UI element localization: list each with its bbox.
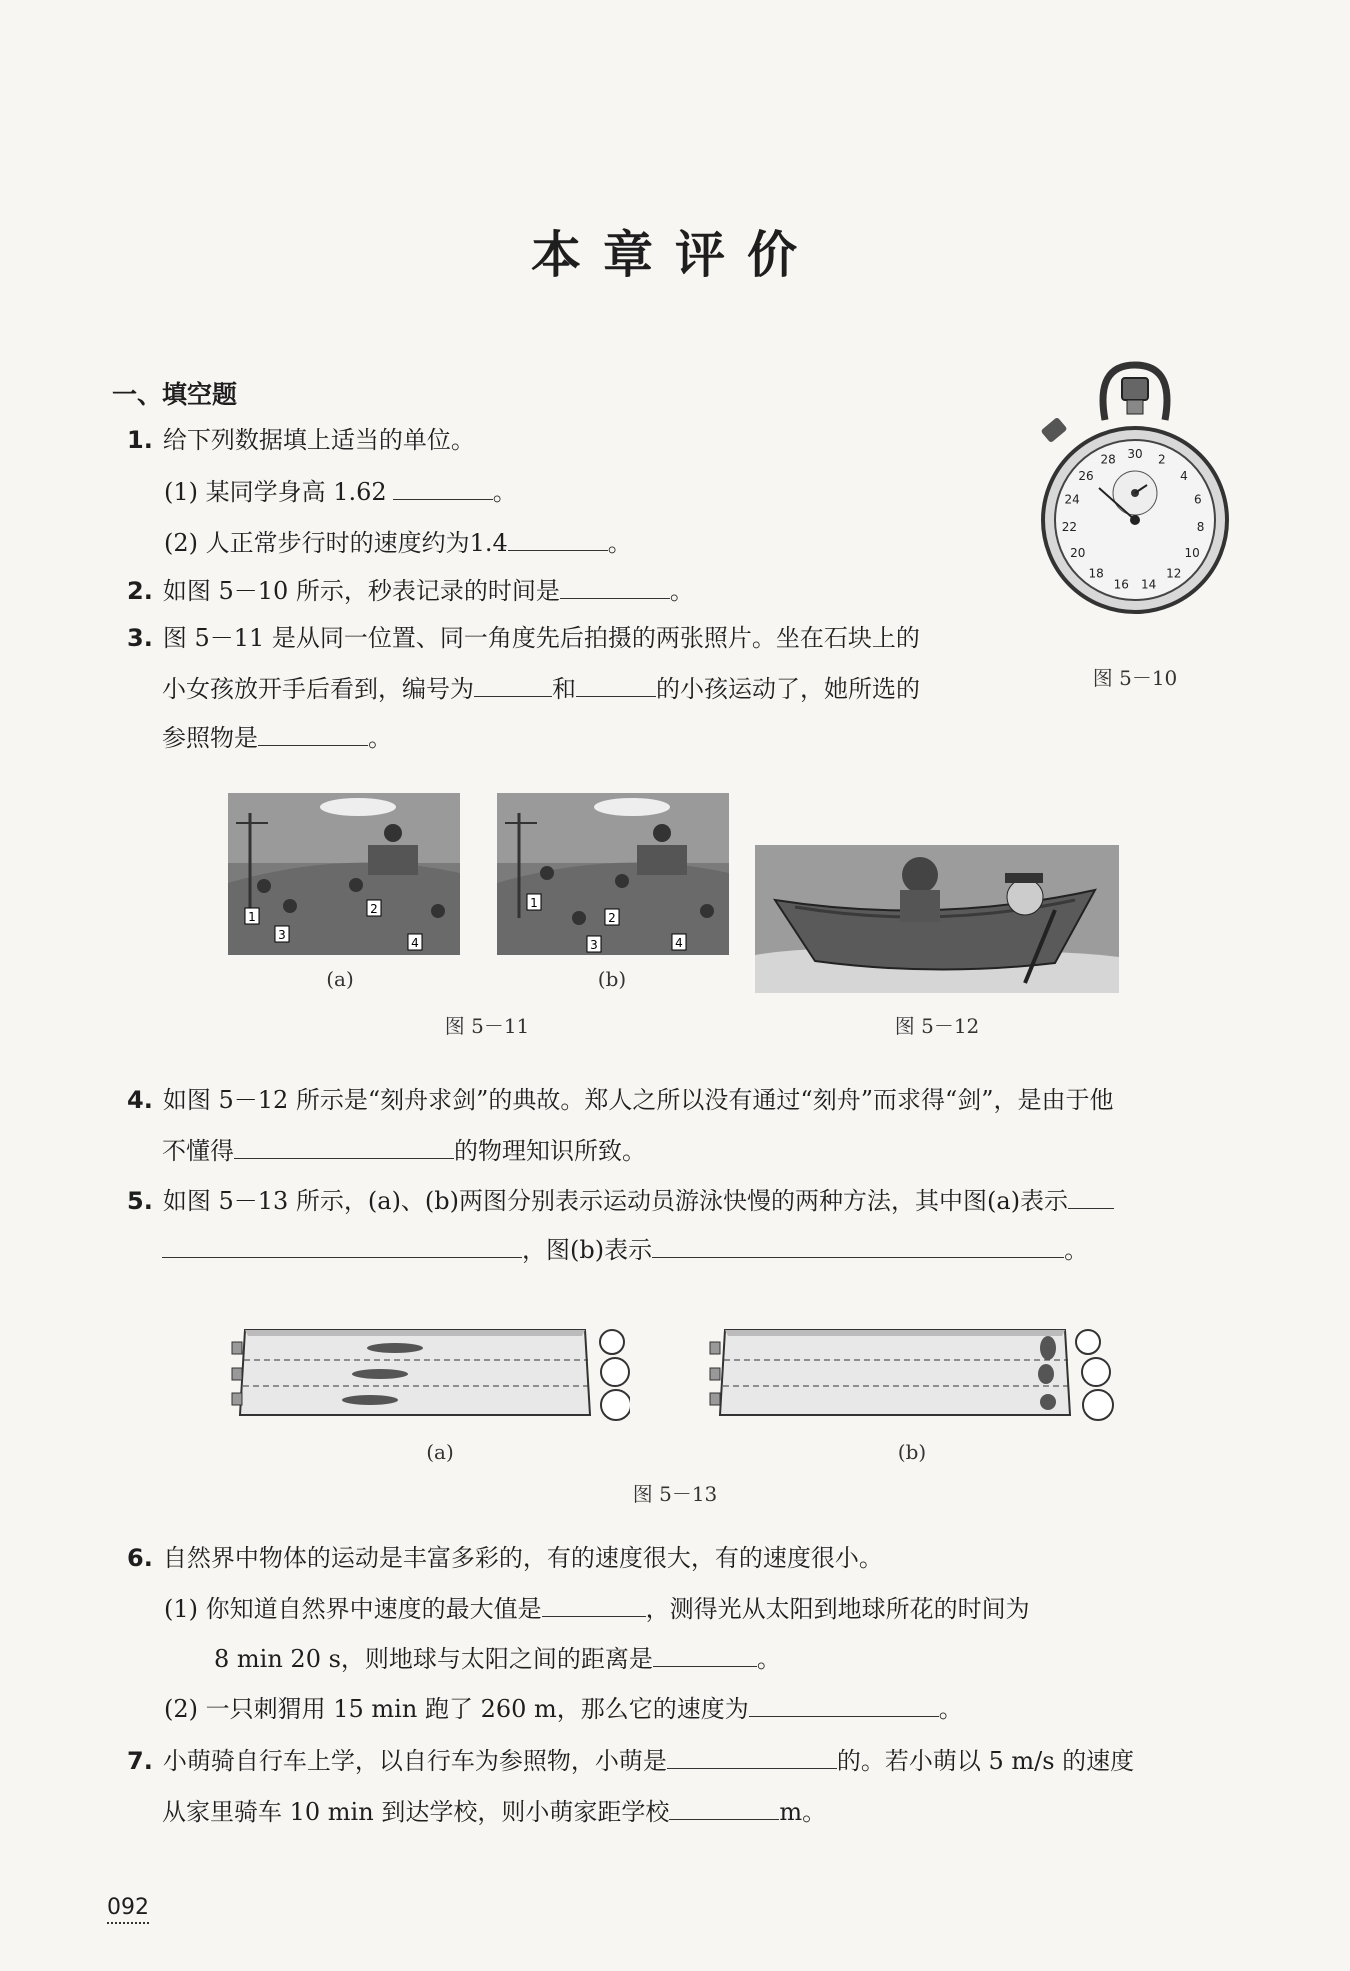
text: 的小孩运动了，她所选的 — [656, 675, 920, 703]
text: (1) 你知道自然界中速度的最大值是 — [164, 1595, 542, 1623]
dial-number: 18 — [1088, 566, 1104, 581]
answer-blank[interactable] — [258, 721, 368, 746]
figure-caption-5-12: 图 5－12 — [894, 1014, 980, 1038]
question-6-part-2 — [164, 1692, 963, 1724]
dial-number: 26 — [1078, 468, 1094, 483]
pool-figure-b — [690, 1320, 1130, 1425]
text: 。 — [938, 1695, 963, 1723]
answer-blank[interactable] — [1068, 1184, 1114, 1209]
answer-blank[interactable] — [393, 475, 493, 500]
photo-b — [497, 793, 729, 955]
text: 小女孩放开手后看到，编号为 — [162, 675, 474, 703]
label-4: 4 — [675, 936, 683, 950]
answer-blank[interactable] — [560, 574, 670, 599]
answer-blank[interactable] — [474, 672, 552, 697]
question-5-line-2 — [162, 1233, 1088, 1265]
dial-number: 8 — [1196, 519, 1205, 534]
dial-number: 20 — [1070, 546, 1086, 560]
label-2: 2 — [608, 911, 616, 925]
label-1: 1 — [530, 896, 538, 910]
text: 不懂得 — [162, 1137, 234, 1165]
answer-blank[interactable] — [749, 1692, 939, 1717]
question-7-line-2 — [162, 1795, 826, 1827]
question-1-part-2 — [164, 526, 632, 558]
text: ，图(b)表示 — [522, 1236, 653, 1264]
boat-illustration — [755, 845, 1119, 993]
answer-blank[interactable] — [508, 526, 608, 551]
dial-number: 14 — [1141, 577, 1157, 592]
dial-number: 22 — [1061, 519, 1078, 534]
question-number: 5. — [127, 1187, 153, 1215]
pool-figure-a — [230, 1320, 630, 1425]
part-text-end: 。 — [607, 529, 632, 557]
answer-blank[interactable] — [576, 672, 656, 697]
text: 。 — [756, 1645, 781, 1673]
question-text: 给下列数据填上适当的单位。 — [162, 426, 475, 454]
question-7 — [127, 1744, 1134, 1776]
question-3-line-3 — [162, 721, 392, 753]
text: 的。若小萌以 5 m/s 的速度 — [836, 1747, 1135, 1775]
dial-number: 2 — [1157, 452, 1166, 467]
label-4: 4 — [411, 936, 419, 950]
answer-blank[interactable] — [653, 1642, 757, 1667]
dial-number: 6 — [1193, 492, 1202, 507]
answer-blank[interactable] — [162, 1233, 522, 1258]
question-number: 4. — [127, 1086, 153, 1114]
question-6-part-1 — [164, 1592, 1030, 1624]
subcaption-b: (b) — [897, 1440, 927, 1464]
label-1: 1 — [248, 910, 256, 924]
text: ，测得光从太阳到地球所花的时间为 — [645, 1595, 1030, 1623]
question-text: 如图 5－13 所示，(a)、(b)两图分别表示运动员游泳快慢的两种方法，其中图(a)表示 — [162, 1187, 1069, 1215]
text: 从家里骑车 10 min 到达学校，则小萌家距学校 — [162, 1798, 670, 1826]
subcaption-a: (a) — [426, 1440, 454, 1464]
text: 。 — [368, 724, 392, 752]
dial-number: 16 — [1113, 577, 1129, 592]
page-number: 092 — [107, 1895, 149, 1924]
dial-number: 10 — [1184, 546, 1200, 560]
photo-a — [228, 793, 460, 955]
dial-number: 30 — [1127, 447, 1143, 461]
subcaption-b: (b) — [597, 967, 627, 991]
subcaption-a: (a) — [326, 967, 354, 991]
answer-blank[interactable] — [542, 1592, 646, 1617]
answer-blank[interactable] — [234, 1134, 454, 1159]
question-text: 自然界中物体的运动是丰富多彩的，有的速度很大，有的速度很小。 — [162, 1544, 883, 1572]
text: (2) 一只刺猬用 15 min 跑了 260 m，那么它的速度为 — [164, 1695, 749, 1723]
question-text: 图 5－11 是从同一位置、同一角度先后拍摄的两张照片。坐在石块上的 — [162, 624, 920, 652]
section-heading: 一、填空题 — [112, 380, 238, 409]
part-text-end: 。 — [492, 478, 517, 506]
answer-blank[interactable] — [667, 1744, 837, 1769]
question-6 — [127, 1543, 883, 1573]
question-1-part-1 — [164, 475, 517, 507]
text: 和 — [552, 675, 576, 703]
question-number: 6. — [127, 1544, 153, 1572]
text: 参照物是 — [162, 724, 258, 752]
question-number: 3. — [127, 624, 153, 652]
question-4-line-2 — [162, 1134, 646, 1166]
dial-number: 12 — [1166, 566, 1182, 581]
question-2 — [127, 574, 694, 606]
question-5 — [127, 1184, 1114, 1216]
question-1 — [127, 425, 475, 455]
question-6-part-1-line-2 — [214, 1642, 781, 1674]
label-3: 3 — [590, 938, 598, 952]
dial-number: 28 — [1100, 452, 1116, 467]
stopwatch-figure — [1035, 360, 1235, 630]
text: 的物理知识所致。 — [454, 1137, 646, 1165]
text: 。 — [1064, 1236, 1089, 1264]
question-number: 1. — [127, 426, 153, 454]
figure-caption-5-11: 图 5－11 — [444, 1014, 530, 1038]
question-text-end: 。 — [669, 577, 694, 605]
figure-caption-5-10: 图 5－10 — [1092, 666, 1178, 690]
answer-blank[interactable] — [652, 1233, 1064, 1258]
question-number: 7. — [127, 1747, 153, 1775]
part-text: (1) 某同学身高 1.62 — [164, 478, 387, 506]
question-number: 2. — [127, 577, 153, 605]
question-3 — [127, 623, 920, 653]
text: 8 min 20 s，则地球与太阳之间的距离是 — [214, 1645, 653, 1673]
question-4 — [127, 1085, 1114, 1115]
label-2: 2 — [370, 902, 378, 916]
question-text: 如图 5－10 所示，秒表记录的时间是 — [162, 577, 560, 605]
label-3: 3 — [278, 928, 286, 942]
figure-caption-5-13: 图 5－13 — [632, 1482, 718, 1506]
page-title: 本章评价 — [531, 226, 819, 284]
question-text: 如图 5－12 所示是“刻舟求剑”的典故。郑人之所以没有通过“刻舟”而求得“剑”，是由于他 — [162, 1086, 1114, 1114]
answer-blank[interactable] — [669, 1795, 779, 1820]
text: m。 — [779, 1798, 827, 1826]
part-text: (2) 人正常步行时的速度约为1.4 — [164, 529, 508, 557]
text: 小萌骑自行车上学，以自行车为参照物，小萌是 — [162, 1747, 667, 1775]
dial-number: 4 — [1180, 468, 1188, 483]
question-3-line-2 — [162, 672, 920, 704]
dial-number: 24 — [1064, 492, 1080, 507]
